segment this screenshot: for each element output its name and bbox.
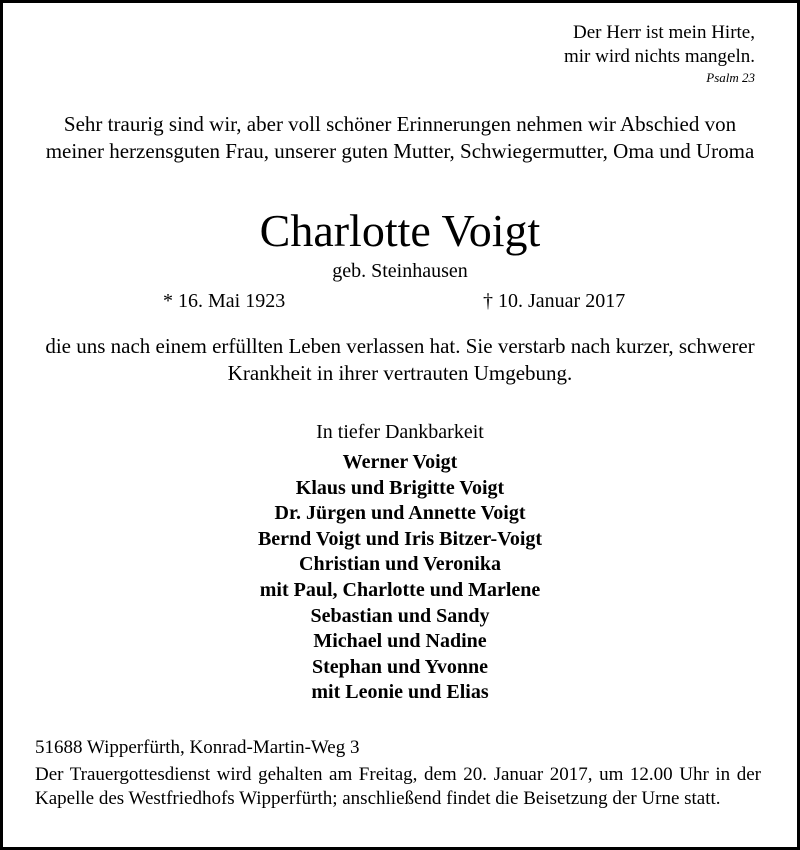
mourner-name: mit Paul, Charlotte und Marlene <box>259 578 541 601</box>
psalm-line-1: Der Herr ist mein Hirte, <box>572 22 755 43</box>
birth-date: * 16. Mai 1923 <box>163 290 286 312</box>
gratitude-line: In tiefer Dankbarkeit <box>316 421 484 443</box>
funeral-service-info: Der Trauergottesdienst wird gehalten am Freitag, dem 20. Januar 2017, um 12.00 Uhr in der Kapelle des Westfriedhofs Wipperfürth; anschließend findet die Beisetzung der Urne statt. <box>35 764 761 809</box>
mourner-name: Bernd Voigt und Iris Bitzer-Voigt <box>257 527 543 550</box>
mourner-name: Dr. Jürgen und Annette Voigt <box>274 502 526 525</box>
psalm-reference: Psalm 23 <box>706 70 755 85</box>
mourners-list <box>3 450 797 706</box>
mourner-name: Michael und Nadine <box>313 630 487 653</box>
intro-text: Sehr traurig sind wir, aber voll schöner Erinnerungen nehmen wir Abschied von meiner herzensguten Frau, unserer guten Mutter, Schwiegermutter, Oma und Uroma <box>45 112 755 163</box>
mourner-name: Sebastian und Sandy <box>310 604 490 627</box>
deceased-name: Charlotte Voigt <box>259 205 541 256</box>
death-date: † 10. Januar 2017 <box>483 290 626 312</box>
tribute-text: die uns nach einem erfüllten Leben verlassen hat. Sie verstarb nach kurzer, schwerer Krankheit in ihrer vertrauten Umgebung. <box>45 334 755 385</box>
psalm-quote <box>564 21 755 87</box>
family-address: 51688 Wipperfürth, Konrad-Martin-Weg 3 <box>35 737 360 758</box>
maiden-name: geb. Steinhausen <box>332 260 468 282</box>
mourner-name: Stephan und Yvonne <box>311 655 488 678</box>
mourner-name: Klaus und Brigitte Voigt <box>295 476 505 499</box>
psalm-line-2: mir wird nichts mangeln. <box>563 46 755 67</box>
mourner-name: Christian und Veronika <box>299 553 501 576</box>
mourner-name: Werner Voigt <box>342 451 458 473</box>
mourner-name: mit Leonie und Elias <box>311 681 489 704</box>
